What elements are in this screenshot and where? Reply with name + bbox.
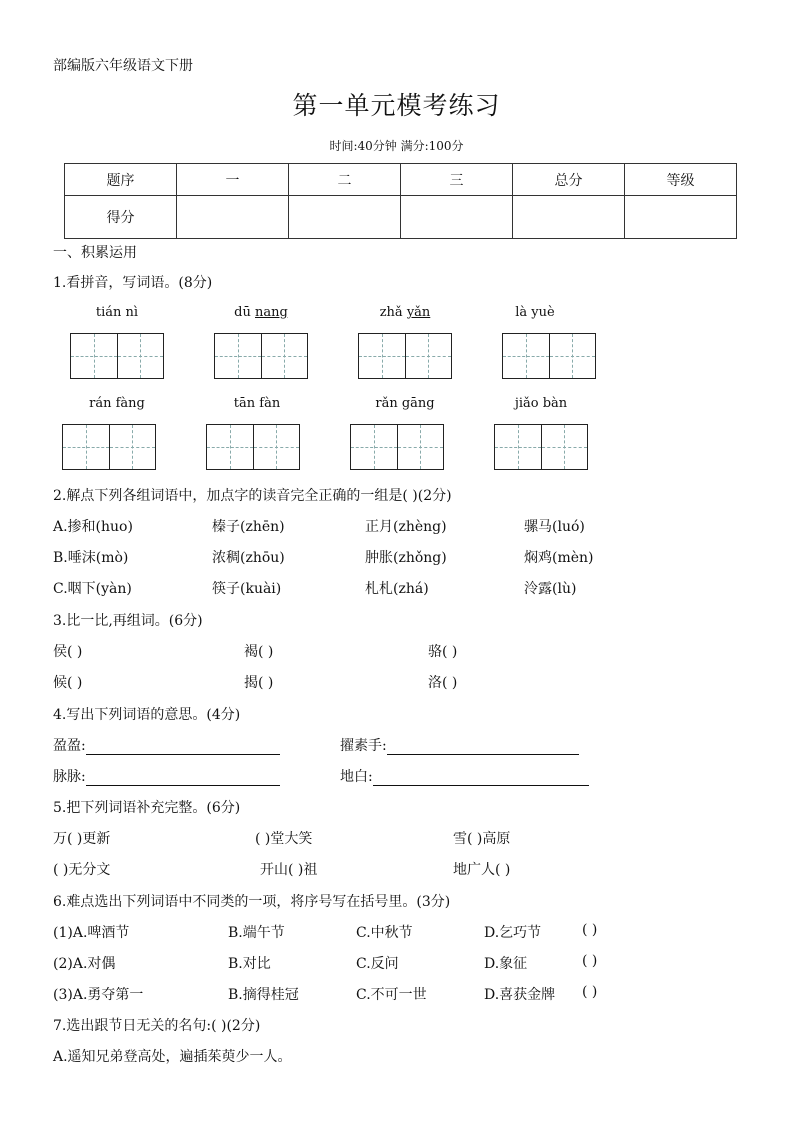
question-2-label: 2.解点下列各组词语中，加点字的读音完全正确的一组是( )(2分) bbox=[53, 488, 452, 504]
option-text: C.反问 bbox=[356, 956, 399, 972]
writing-grid[interactable] bbox=[350, 424, 444, 470]
option-text: D.乞巧节 bbox=[484, 925, 542, 941]
fill-item[interactable]: 候( ) bbox=[53, 675, 83, 691]
exam-info: 时间:40分钟 满分:100分 bbox=[329, 139, 464, 153]
option-text: A.掺和(huo) bbox=[53, 519, 133, 535]
option-text: D.喜获金牌 bbox=[484, 987, 556, 1003]
question-5-label: 5.把下列词语补充完整。(6分) bbox=[53, 800, 241, 816]
question-6-label: 6.难点选出下列词语中不同类的一项，将序号写在括号里。(3分) bbox=[53, 894, 451, 910]
option-text: 肿胀(zhǒng) bbox=[365, 550, 447, 566]
score-cell[interactable] bbox=[289, 196, 401, 239]
pinyin-label: rán fàng bbox=[89, 396, 145, 411]
option-text: B.唾沫(mò) bbox=[53, 550, 129, 566]
meaning-item[interactable]: 脉脉: bbox=[53, 766, 280, 786]
writing-grid[interactable] bbox=[358, 333, 452, 379]
option-text: C.中秋节 bbox=[356, 925, 413, 941]
pinyin-label: tián nì bbox=[95, 305, 139, 320]
pinyin-label: rǎn gāng bbox=[375, 396, 435, 411]
score-header: 题序 bbox=[65, 164, 177, 196]
answer-bracket[interactable]: ( ) bbox=[582, 953, 598, 969]
fill-item[interactable]: 开山( )祖 bbox=[260, 862, 318, 878]
option-text: 札札(zhá) bbox=[365, 581, 429, 597]
fill-item[interactable]: ( )无分文 bbox=[53, 862, 111, 878]
score-header: 总分 bbox=[513, 164, 625, 196]
question-3-label: 3.比一比,再组词。(6分) bbox=[53, 613, 203, 629]
pinyin-label: zhǎ yǎn bbox=[379, 305, 431, 320]
writing-grid[interactable] bbox=[214, 333, 308, 379]
option-text: 焖鸡(mèn) bbox=[524, 550, 594, 566]
option-text: (2)A.对偶 bbox=[53, 956, 116, 972]
score-cell[interactable] bbox=[513, 196, 625, 239]
question-7-label: 7.选出跟节日无关的名句:( )(2分) bbox=[53, 1018, 261, 1034]
section-heading: 一、积累运用 bbox=[53, 245, 137, 261]
option-text: C.咽下(yàn) bbox=[53, 581, 132, 597]
fill-item[interactable]: 万( )更新 bbox=[53, 831, 111, 847]
fill-item[interactable]: 骆( ) bbox=[428, 644, 458, 660]
question-4-label: 4.写出下列词语的意思。(4分) bbox=[53, 707, 241, 723]
answer-bracket[interactable]: ( ) bbox=[582, 922, 598, 938]
writing-grid[interactable] bbox=[70, 333, 164, 379]
answer-bracket[interactable]: ( ) bbox=[582, 984, 598, 1000]
option-text: 筷子(kuài) bbox=[212, 581, 282, 597]
option-text: 正月(zhèng) bbox=[365, 519, 447, 535]
header-note: 部编版六年级语文下册 bbox=[53, 58, 193, 74]
option-text: (3)A.勇夺第一 bbox=[53, 987, 144, 1003]
page-title: 第一单元模考练习 bbox=[292, 91, 501, 120]
option-text: (1)A.啤酒节 bbox=[53, 925, 130, 941]
option-text: 浓稠(zhōu) bbox=[212, 550, 285, 566]
score-cell[interactable] bbox=[177, 196, 289, 239]
fill-item[interactable]: 褐( ) bbox=[244, 644, 274, 660]
score-cell[interactable] bbox=[625, 196, 737, 239]
question-1-label: 1.看拼音，写词语。(8分) bbox=[53, 275, 213, 291]
fill-item[interactable]: 揭( ) bbox=[244, 675, 274, 691]
score-cell[interactable] bbox=[401, 196, 513, 239]
pinyin-label: là yuè bbox=[515, 305, 555, 320]
pinyin-label: tān fàn bbox=[233, 396, 281, 411]
fill-item[interactable]: 侯( ) bbox=[53, 644, 83, 660]
fill-item[interactable]: 地广人( ) bbox=[453, 862, 511, 878]
option-text: C.不可一世 bbox=[356, 987, 427, 1003]
score-header: 等级 bbox=[625, 164, 737, 196]
option-text: B.端午节 bbox=[228, 925, 285, 941]
fill-item[interactable]: 洛( ) bbox=[428, 675, 458, 691]
option-text: B.摘得桂冠 bbox=[228, 987, 299, 1003]
score-header: 一 bbox=[177, 164, 289, 196]
writing-grid[interactable] bbox=[494, 424, 588, 470]
option-text: 泠露(lù) bbox=[524, 581, 577, 597]
option-text: 榛子(zhēn) bbox=[212, 519, 285, 535]
pinyin-label: dū nang bbox=[234, 305, 288, 320]
score-header: 二 bbox=[289, 164, 401, 196]
fill-item[interactable]: ( )堂大笑 bbox=[255, 831, 313, 847]
option-text: D.象征 bbox=[484, 956, 528, 972]
meaning-item[interactable]: 擢素手: bbox=[340, 735, 579, 755]
score-header: 三 bbox=[401, 164, 513, 196]
writing-grid[interactable] bbox=[502, 333, 596, 379]
meaning-item[interactable]: 地白: bbox=[340, 766, 589, 786]
option-text: 骡马(luó) bbox=[524, 519, 585, 535]
score-table bbox=[64, 163, 737, 239]
fill-item[interactable]: 雪( )高原 bbox=[453, 831, 511, 847]
meaning-item[interactable]: 盈盈: bbox=[53, 735, 280, 755]
writing-grid[interactable] bbox=[206, 424, 300, 470]
writing-grid[interactable] bbox=[62, 424, 156, 470]
option-text: A.遥知兄弟登高处，遍插茱萸少一人。 bbox=[53, 1049, 292, 1065]
pinyin-label: jiǎo bàn bbox=[514, 396, 568, 411]
score-row-label: 得分 bbox=[65, 196, 177, 239]
option-text: B.对比 bbox=[228, 956, 271, 972]
